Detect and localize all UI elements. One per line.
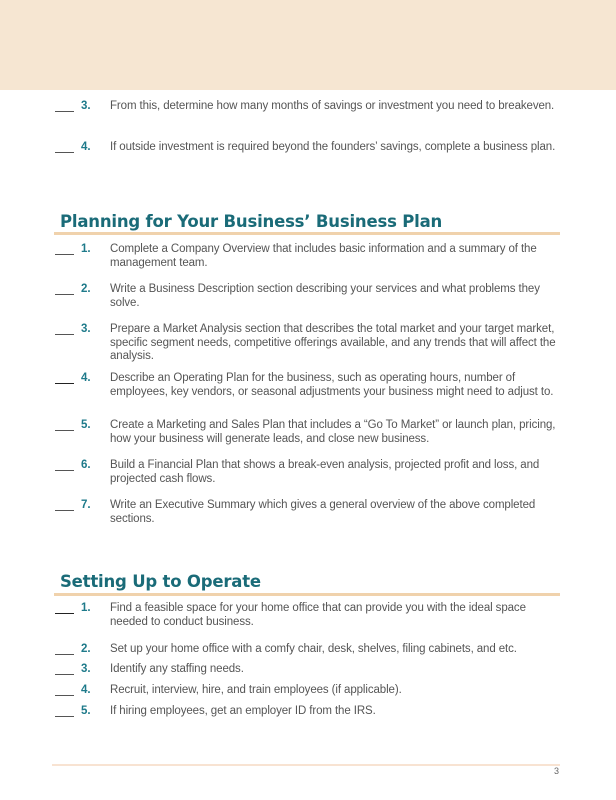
checkbox-blank[interactable] bbox=[55, 111, 74, 112]
checkbox-blank[interactable] bbox=[55, 430, 74, 431]
item-number: 7. bbox=[81, 499, 91, 511]
checkbox-blank[interactable] bbox=[55, 674, 74, 675]
checkbox-blank[interactable] bbox=[55, 695, 74, 696]
item-number: 6. bbox=[81, 459, 91, 471]
item-number: 5. bbox=[81, 705, 91, 717]
item-text: If outside investment is required beyond the founders’ savings, complete a business plan. bbox=[110, 141, 556, 153]
item-text: Write an Executive Summary which gives a general overview of the above completed sections. bbox=[110, 499, 536, 525]
item-text: Find a feasible space for your home office that can provide you with the ideal space needed to conduct business. bbox=[110, 602, 526, 628]
item-number: 1. bbox=[81, 243, 91, 255]
item-text: Create a Marketing and Sales Plan that includes a “Go To Market” or launch plan, pricing, how your business will generate leads, and close new business. bbox=[110, 419, 556, 445]
item-text: From this, determine how many months of savings or investment you need to breakeven. bbox=[110, 100, 555, 112]
checkbox-blank[interactable] bbox=[55, 510, 74, 511]
checkbox-blank[interactable] bbox=[55, 654, 74, 655]
checkbox-blank[interactable] bbox=[55, 470, 74, 471]
header-band bbox=[0, 0, 616, 90]
item-text: Write a Business Description section describing your services and what problems they solve. bbox=[110, 283, 540, 309]
item-text: Build a Financial Plan that shows a break-even analysis, projected profit and loss, and projected cash flows. bbox=[110, 459, 540, 485]
checkbox-blank[interactable] bbox=[55, 254, 74, 255]
page-number: 3 bbox=[554, 766, 560, 776]
item-number: 1. bbox=[81, 602, 91, 614]
item-number: 2. bbox=[81, 283, 91, 295]
section-rule bbox=[54, 593, 560, 596]
item-text: Identify any staffing needs. bbox=[110, 663, 244, 675]
checkbox-blank[interactable] bbox=[55, 334, 74, 335]
item-number: 3. bbox=[81, 323, 91, 335]
item-text: Complete a Company Overview that includes basic information and a summary of the management team. bbox=[110, 243, 537, 269]
item-number: 3. bbox=[81, 663, 91, 675]
item-text: Set up your home office with a comfy chair, desk, shelves, filing cabinets, and etc. bbox=[110, 643, 517, 655]
item-number: 4. bbox=[81, 684, 91, 696]
item-text: Prepare a Market Analysis section that describes the total market and your target market, specific segment needs, competitive offerings available, and any trends that will affect the analysis. bbox=[110, 323, 556, 362]
item-text: Recruit, interview, hire, and train employees (if applicable). bbox=[110, 684, 402, 696]
item-number: 3. bbox=[81, 100, 91, 112]
checkbox-blank[interactable] bbox=[55, 383, 74, 384]
item-text: If hiring employees, get an employer ID from the IRS. bbox=[110, 705, 376, 717]
footer-rule bbox=[52, 764, 560, 766]
checkbox-blank[interactable] bbox=[55, 294, 74, 295]
checkbox-blank[interactable] bbox=[55, 613, 74, 614]
item-number: 4. bbox=[81, 372, 91, 384]
item-number: 5. bbox=[81, 419, 91, 431]
item-number: 2. bbox=[81, 643, 91, 655]
section-rule bbox=[54, 232, 560, 235]
item-text: Describe an Operating Plan for the business, such as operating hours, number of employees, key vendors, or seasonal adjustments your business might need to adjust to. bbox=[110, 372, 554, 398]
checkbox-blank[interactable] bbox=[55, 152, 74, 153]
section-heading: Setting Up to Operate bbox=[60, 572, 261, 591]
checkbox-blank[interactable] bbox=[55, 716, 74, 717]
item-number: 4. bbox=[81, 141, 91, 153]
section-heading: Planning for Your Business’ Business Plan bbox=[60, 212, 443, 231]
